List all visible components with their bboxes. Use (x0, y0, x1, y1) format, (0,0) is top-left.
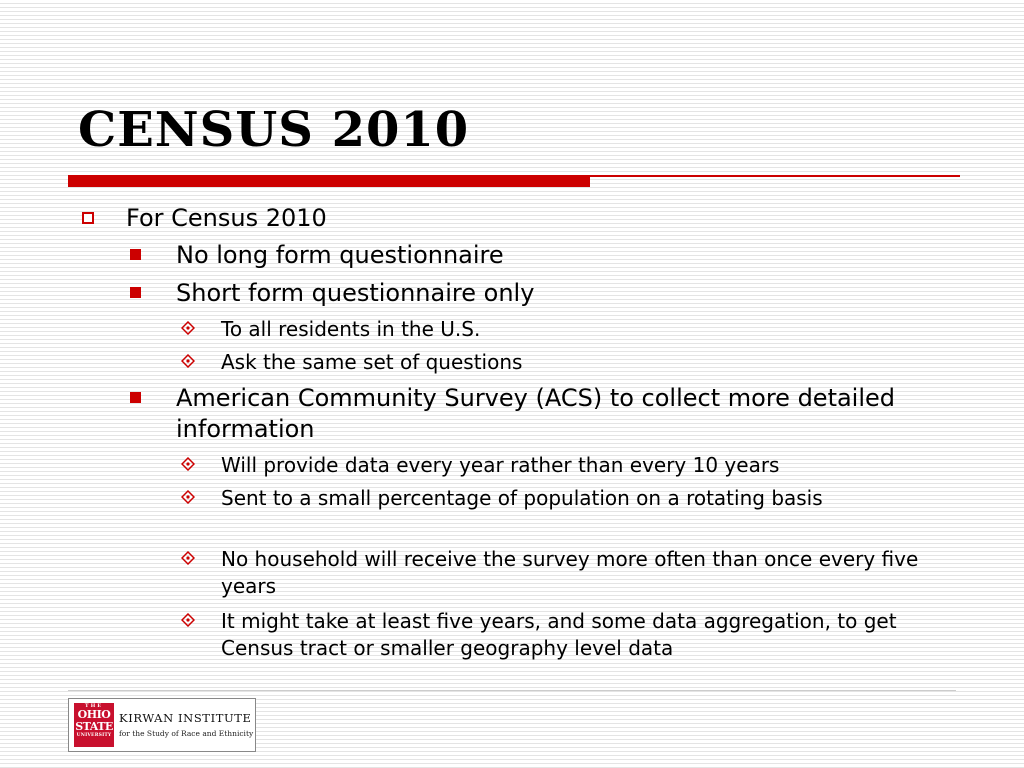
bullet-text: For Census 2010 (126, 204, 327, 232)
title-underline-thin (590, 175, 960, 177)
diamond-dot-bullet-icon (181, 490, 195, 504)
diamond-dot-bullet-icon (181, 613, 195, 627)
filled-square-bullet-icon (130, 287, 141, 298)
bullet-text: Short form questionnaire only (176, 279, 535, 307)
ohio-state-seal-icon: THE OHIO STATE UNIVERSITY (74, 703, 114, 747)
title-underline-thick (68, 175, 590, 187)
kirwan-institute-logo (68, 698, 256, 752)
bullet-text: Sent to a small percentage of population on a rotating basis (221, 486, 823, 510)
footer-divider (68, 690, 956, 691)
bullet-text: Will provide data every year rather than every 10 years (221, 453, 780, 477)
bullet-text: No long form questionnaire (176, 241, 504, 269)
bullet-text: It might take at least five years, and some data aggregation, to get Census tract or smaller geography level data (221, 609, 897, 660)
bullet-text: American Community Survey (ACS) to collect more detailed information (176, 384, 896, 443)
logo-name: KIRWAN INSTITUTE (119, 711, 252, 725)
bullet-text: To all residents in the U.S. (221, 317, 481, 341)
filled-square-bullet-icon (130, 392, 141, 403)
diamond-dot-bullet-icon (181, 457, 195, 471)
diamond-dot-bullet-icon (181, 551, 195, 565)
logo-subtitle: for the Study of Race and Ethnicity (119, 729, 254, 738)
bullet-text: Ask the same set of questions (221, 350, 523, 374)
bullet-text: No household will receive the survey more often than once every five years (221, 547, 919, 598)
slide-title: CENSUS 2010 (78, 102, 470, 158)
diamond-dot-bullet-icon (181, 321, 195, 335)
diamond-dot-bullet-icon (181, 354, 195, 368)
filled-square-bullet-icon (130, 249, 141, 260)
hollow-square-bullet-icon (82, 212, 94, 224)
